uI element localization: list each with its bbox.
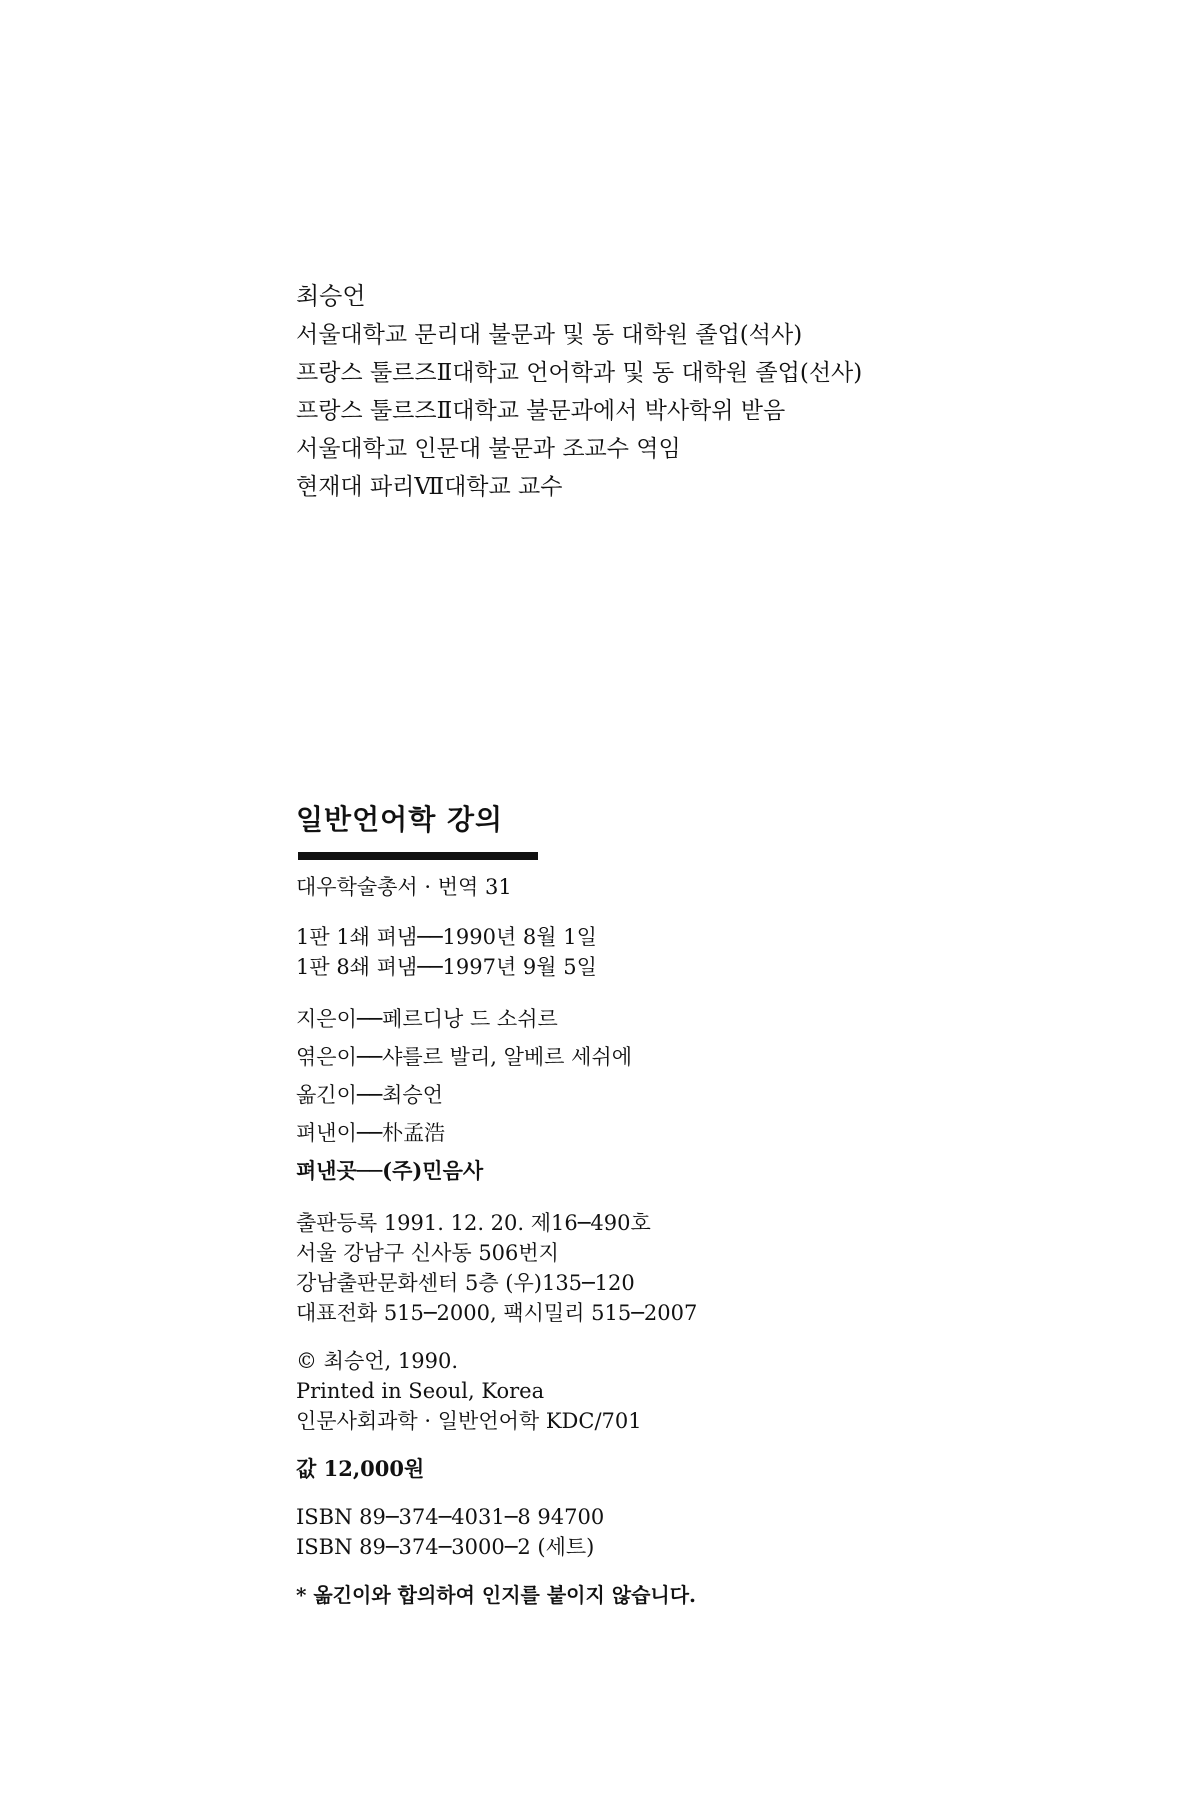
editor-credit: 엮은이──샤를르 발리, 알베르 세쉬에: [296, 1045, 632, 1069]
series-name: 대우학술총서 · 번역 31: [296, 875, 512, 899]
author-credit: 지은이──페르디낭 드 소쉬르: [296, 1007, 558, 1031]
classification-line: 인문사회과학 · 일반언어학 KDC/701: [296, 1409, 642, 1433]
address-line: 강남출판문화센터 5층 (우)135─120: [296, 1271, 635, 1295]
stamp-notice: * 옮긴이와 합의하여 인지를 붙이지 않습니다.: [296, 1583, 696, 1607]
book-title: 일반언어학 강의: [296, 803, 504, 836]
bio-line: 서울대학교 인문대 불문과 조교수 역임: [296, 436, 681, 462]
publisher-company-credit: 펴낸곳──(주)민음사: [296, 1158, 484, 1183]
credits: [296, 1000, 996, 1190]
translator-name: 최승언: [296, 282, 366, 310]
publisher-person-credit: 펴낸이──朴孟浩: [296, 1121, 446, 1145]
bio-line: 프랑스 툴르즈Ⅱ대학교 불문과에서 박사학위 받음: [296, 398, 786, 424]
translator-bio: [296, 276, 996, 506]
isbn-block: [296, 1502, 996, 1562]
bio-line: 프랑스 툴르즈Ⅱ대학교 언어학과 및 동 대학원 졸업(선사): [296, 360, 863, 386]
phone-line: 대표전화 515─2000, 팩시밀리 515─2007: [296, 1301, 698, 1325]
isbn-line: ISBN 89─374─3000─2 (세트): [296, 1535, 595, 1559]
bio-line: 현재대 파리Ⅶ대학교 교수: [296, 474, 563, 500]
price: 값 12,000원: [296, 1456, 425, 1481]
copyright-info: [296, 1346, 996, 1436]
registration-line: 출판등록 1991. 12. 20. 제16─490호: [296, 1211, 651, 1235]
edition-history: [296, 922, 996, 982]
title-rule: [298, 852, 538, 860]
publisher-info: [296, 1208, 996, 1328]
colophon: [296, 800, 996, 1610]
isbn-line: ISBN 89─374─4031─8 94700: [296, 1505, 605, 1529]
translator-credit: 옮긴이──최승언: [296, 1083, 444, 1107]
bio-line: 서울대학교 문리대 불문과 및 동 대학원 졸업(석사): [296, 322, 803, 348]
printed-in-line: Printed in Seoul, Korea: [296, 1379, 545, 1403]
edition-line: 1판 8쇄 펴냄──1997년 9월 5일: [296, 955, 597, 979]
address-line: 서울 강남구 신사동 506번지: [296, 1241, 559, 1265]
copyright-line: © 최승언, 1990.: [296, 1349, 459, 1373]
edition-line: 1판 1쇄 펴냄──1990년 8월 1일: [296, 925, 597, 949]
